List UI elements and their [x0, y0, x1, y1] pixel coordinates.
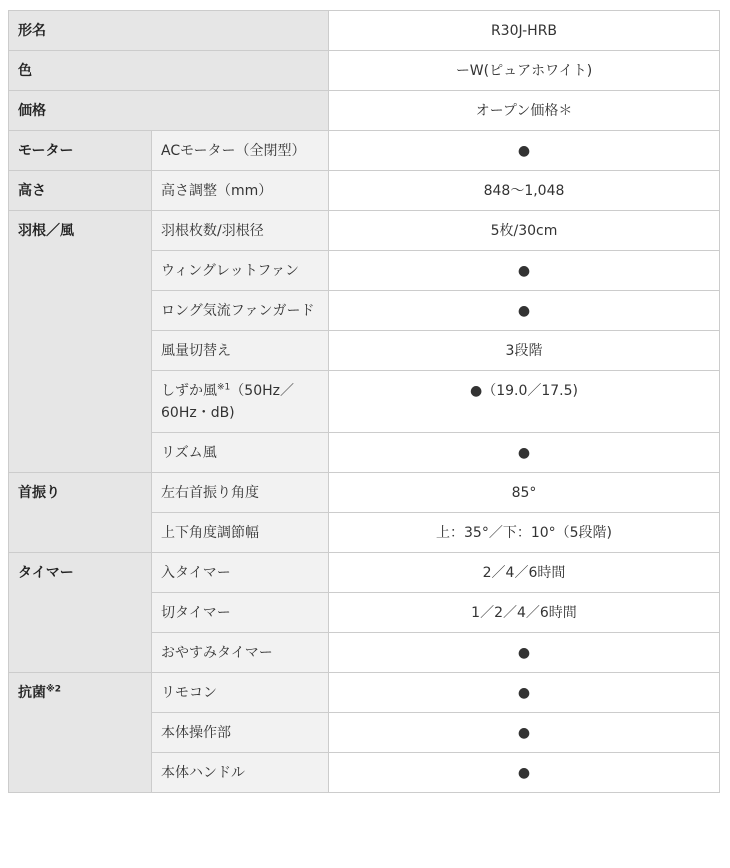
feature-value: ● [329, 633, 720, 673]
row-motor [9, 131, 720, 171]
footnote-marker: ※1 [217, 382, 231, 393]
row-antibac-remote [9, 673, 720, 713]
feature-value: ● [329, 713, 720, 753]
feature-value: ● [329, 753, 720, 793]
feature-label: リモコン [152, 673, 329, 713]
feature-label: リズム風 [152, 433, 329, 473]
row-timer-on [9, 553, 720, 593]
feature-label: 入タイマー [152, 553, 329, 593]
category-label: タイマー [9, 553, 152, 673]
feature-label-text: しずか風 [161, 383, 217, 399]
feature-label: 本体操作部 [152, 713, 329, 753]
feature-value: 上：35°／下：10°（5段階) [329, 513, 720, 553]
row-value: ーW(ピュアホワイト) [329, 51, 720, 91]
feature-value: ● [329, 251, 720, 291]
feature-label: 高さ調整（mm） [152, 171, 329, 211]
feature-label: 切タイマー [152, 593, 329, 633]
row-swing-horizontal [9, 473, 720, 513]
spec-table [8, 10, 720, 793]
row-wind-blade [9, 211, 720, 251]
footnote-marker: ※2 [46, 684, 62, 695]
feature-value: ● [329, 673, 720, 713]
feature-label: ロング気流ファンガード [152, 291, 329, 331]
feature-value: 3段階 [329, 331, 720, 371]
feature-value: ●（19.0／17.5) [329, 371, 720, 433]
row-height [9, 171, 720, 211]
row-label: 形名 [9, 11, 329, 51]
row-model [9, 11, 720, 51]
feature-label: 本体ハンドル [152, 753, 329, 793]
feature-label: 風量切替え [152, 331, 329, 371]
row-color [9, 51, 720, 91]
feature-value: ● [329, 131, 720, 171]
category-label: 首振り [9, 473, 152, 553]
feature-label: 上下角度調節幅 [152, 513, 329, 553]
feature-value: ● [329, 291, 720, 331]
category-label: モーター [9, 131, 152, 171]
category-label-text: 抗菌 [18, 685, 46, 701]
row-value: オープン価格＊ [329, 91, 720, 131]
feature-label: 羽根枚数/羽根径 [152, 211, 329, 251]
feature-value: 2／4／6時間 [329, 553, 720, 593]
feature-label [152, 371, 329, 433]
category-label: 高さ [9, 171, 152, 211]
row-value: R30J-HRB [329, 11, 720, 51]
feature-value: ● [329, 433, 720, 473]
feature-label: おやすみタイマー [152, 633, 329, 673]
row-label: 色 [9, 51, 329, 91]
feature-label: ウィングレットファン [152, 251, 329, 291]
feature-label-text: （50Hz／60Hz・dB) [161, 383, 294, 421]
feature-label: ACモーター（全閉型） [152, 131, 329, 171]
category-label [9, 673, 152, 793]
feature-value: 848～1,048 [329, 171, 720, 211]
feature-value: 1／2／4／6時間 [329, 593, 720, 633]
row-label: 価格 [9, 91, 329, 131]
category-label: 羽根／風 [9, 211, 152, 473]
feature-value: 5枚/30cm [329, 211, 720, 251]
feature-value: 85° [329, 473, 720, 513]
row-price [9, 91, 720, 131]
feature-label: 左右首振り角度 [152, 473, 329, 513]
